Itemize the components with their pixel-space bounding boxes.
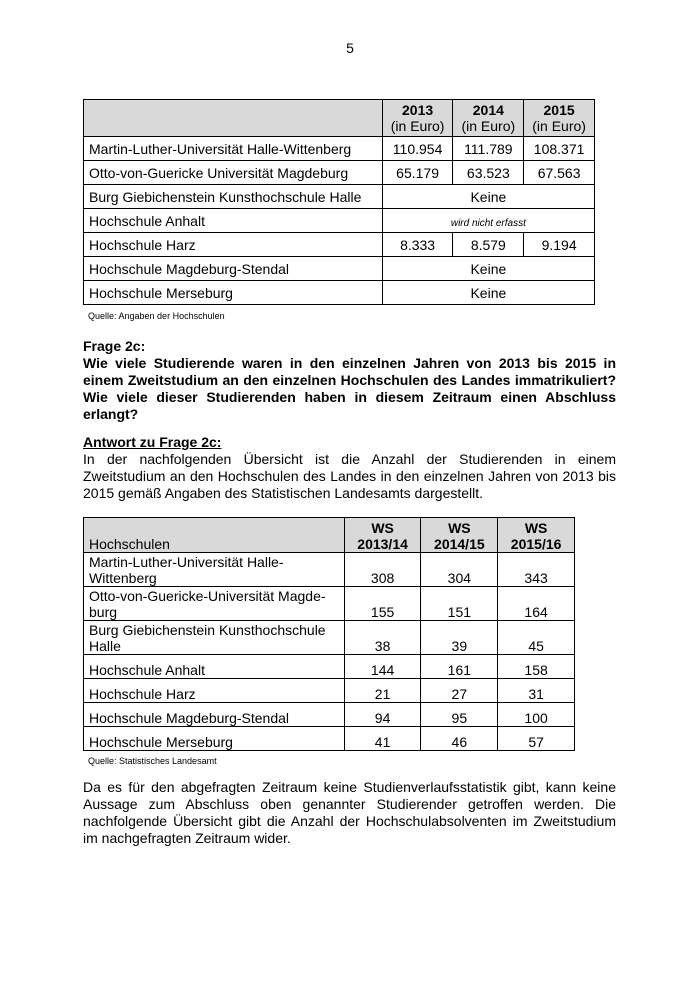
table-row — [84, 703, 575, 727]
value-cell: 38 — [344, 621, 421, 655]
value-cell: 63.523 — [453, 161, 524, 185]
column-ws-label: WS — [524, 520, 548, 536]
institution-name: Hochschule Magdeburg-Stendal — [84, 257, 383, 281]
empty-header-cell — [84, 100, 383, 137]
column-header — [453, 100, 524, 137]
institution-name: Martin-Luther-Universität Halle-Wittenberg — [84, 137, 383, 161]
column-year: 2014 — [472, 102, 504, 118]
answer-heading: Antwort zu Frage 2c: — [83, 434, 222, 450]
column-header — [421, 518, 498, 553]
funding-table — [83, 99, 595, 305]
value-cell: 95 — [421, 703, 498, 727]
value-cell: 343 — [498, 553, 575, 587]
value-cell: 65.179 — [382, 161, 453, 185]
second-degree-students-table — [83, 517, 575, 751]
institution-name-line: Otto-von-Guericke-Universität Magde- — [89, 588, 326, 604]
table-header-row — [84, 100, 595, 137]
value-cell: 158 — [498, 655, 575, 679]
column-semester: 2015/16 — [510, 536, 562, 552]
table-row — [84, 727, 575, 751]
value-cell: 31 — [498, 679, 575, 703]
institution-name-line: Burg Giebichenstein Kunsthochschule — [89, 622, 326, 638]
column-semester: 2013/14 — [357, 536, 408, 552]
institution-name: Hochschule Merseburg — [84, 727, 345, 751]
merged-value-cell: Keine — [382, 281, 594, 305]
value-cell: 108.371 — [524, 137, 595, 161]
institution-name: Hochschule Harz — [84, 233, 383, 257]
value-cell: 144 — [344, 655, 421, 679]
table-row — [84, 257, 595, 281]
institution-name: Hochschule Merseburg — [84, 281, 383, 305]
institution-name: Otto-von-Guericke Universität Magdeburg — [84, 161, 383, 185]
value-cell: 94 — [344, 703, 421, 727]
question-text: Wie viele Studierende waren in den einzelnen Jahren von 2013 bis 2015 in einem Zweitstudium an den einzelnen Hochschulen des Landes immatrikuliert? Wie viele dieser Studierenden haben in diesem Zeitraum einen Abschluss erlangt? — [83, 355, 616, 422]
institution-name: Hochschule Harz — [84, 679, 345, 703]
table-row — [84, 621, 575, 655]
column-header — [524, 100, 595, 137]
table-row — [84, 161, 595, 185]
value-cell: 155 — [344, 587, 421, 621]
institution-name-line: Halle — [89, 638, 121, 654]
merged-value-cell — [382, 209, 594, 233]
value-cell: 67.563 — [524, 161, 595, 185]
value-cell: 46 — [421, 727, 498, 751]
value-cell: 9.194 — [524, 233, 595, 257]
value-cell: 27 — [421, 679, 498, 703]
institution-name — [84, 621, 345, 655]
column-unit: (in Euro) — [461, 118, 516, 134]
table-row — [84, 587, 575, 621]
table-row — [84, 281, 595, 305]
column-header — [498, 518, 575, 553]
value-cell: 8.579 — [453, 233, 524, 257]
value-cell: 57 — [498, 727, 575, 751]
column-year: 2013 — [402, 102, 434, 118]
institution-name-line: burg — [89, 604, 118, 620]
value-cell: 111.789 — [453, 137, 524, 161]
table-row — [84, 553, 575, 587]
value-cell: 21 — [344, 679, 421, 703]
column-header-institutions: Hochschulen — [84, 518, 345, 553]
question-heading: Frage 2c: — [83, 338, 146, 354]
column-unit: (in Euro) — [532, 118, 586, 134]
table-row — [84, 137, 595, 161]
value-cell: 41 — [344, 727, 421, 751]
institution-name: Hochschule Magdeburg-Stendal — [84, 703, 345, 727]
column-unit: (in Euro) — [390, 118, 445, 134]
institution-name: Hochschule Anhalt — [84, 209, 383, 233]
value-cell: 161 — [421, 655, 498, 679]
merged-value-cell: Keine — [382, 185, 594, 209]
column-header — [344, 518, 421, 553]
column-semester: 2014/15 — [434, 536, 485, 552]
column-ws-label: WS — [371, 520, 394, 536]
table-row — [84, 209, 595, 233]
column-year: 2015 — [543, 102, 575, 118]
value-cell: 45 — [498, 621, 575, 655]
value-cell: 100 — [498, 703, 575, 727]
table-row — [84, 655, 575, 679]
value-cell: 110.954 — [382, 137, 453, 161]
value-cell: 308 — [344, 553, 421, 587]
column-header — [382, 100, 453, 137]
not-recorded-note: wird nicht erfasst — [450, 217, 526, 229]
institution-name: Hochschule Anhalt — [84, 655, 345, 679]
table-source-note: Quelle: Statistisches Landesamt — [88, 756, 217, 766]
table-row — [84, 185, 595, 209]
table-source-note: Quelle: Angaben der Hochschulen — [88, 311, 225, 321]
value-cell: 151 — [421, 587, 498, 621]
table-row — [84, 679, 575, 703]
closing-paragraph: Da es für den abgefragten Zeitraum keine Studienverlaufsstatistik gibt, kann keine Aussage zum Abschluss oben genannter Studierender getroffen werden. Die nachfolgende Übersicht gibt die Anzahl der Hochschulabsolventen im Zweitstudium im nachgefragten Zeitraum wider. — [83, 779, 616, 846]
value-cell: 8.333 — [382, 233, 453, 257]
institution-name — [84, 587, 345, 621]
merged-value-cell: Keine — [382, 257, 594, 281]
institution-name: Burg Giebichenstein Kunsthochschule Halle — [84, 185, 383, 209]
value-cell: 164 — [498, 587, 575, 621]
institution-name-line: Martin-Luther-Universität Halle- — [89, 554, 284, 570]
answer-text: In der nachfolgenden Übersicht ist die Anzahl der Studierenden in einem Zweitstudium an den Hochschulen des Landes in den einzelnen Jahren von 2013 bis 2015 gemäß Angaben des Statistischen Landesamts dargestellt. — [83, 451, 616, 501]
table-header-row — [84, 518, 575, 553]
column-ws-label: WS — [448, 520, 471, 536]
page-number: 5 — [346, 40, 354, 56]
value-cell: 304 — [421, 553, 498, 587]
institution-name — [84, 553, 345, 587]
table-row — [84, 233, 595, 257]
institution-name-line: Wittenberg — [89, 570, 157, 586]
value-cell: 39 — [421, 621, 498, 655]
